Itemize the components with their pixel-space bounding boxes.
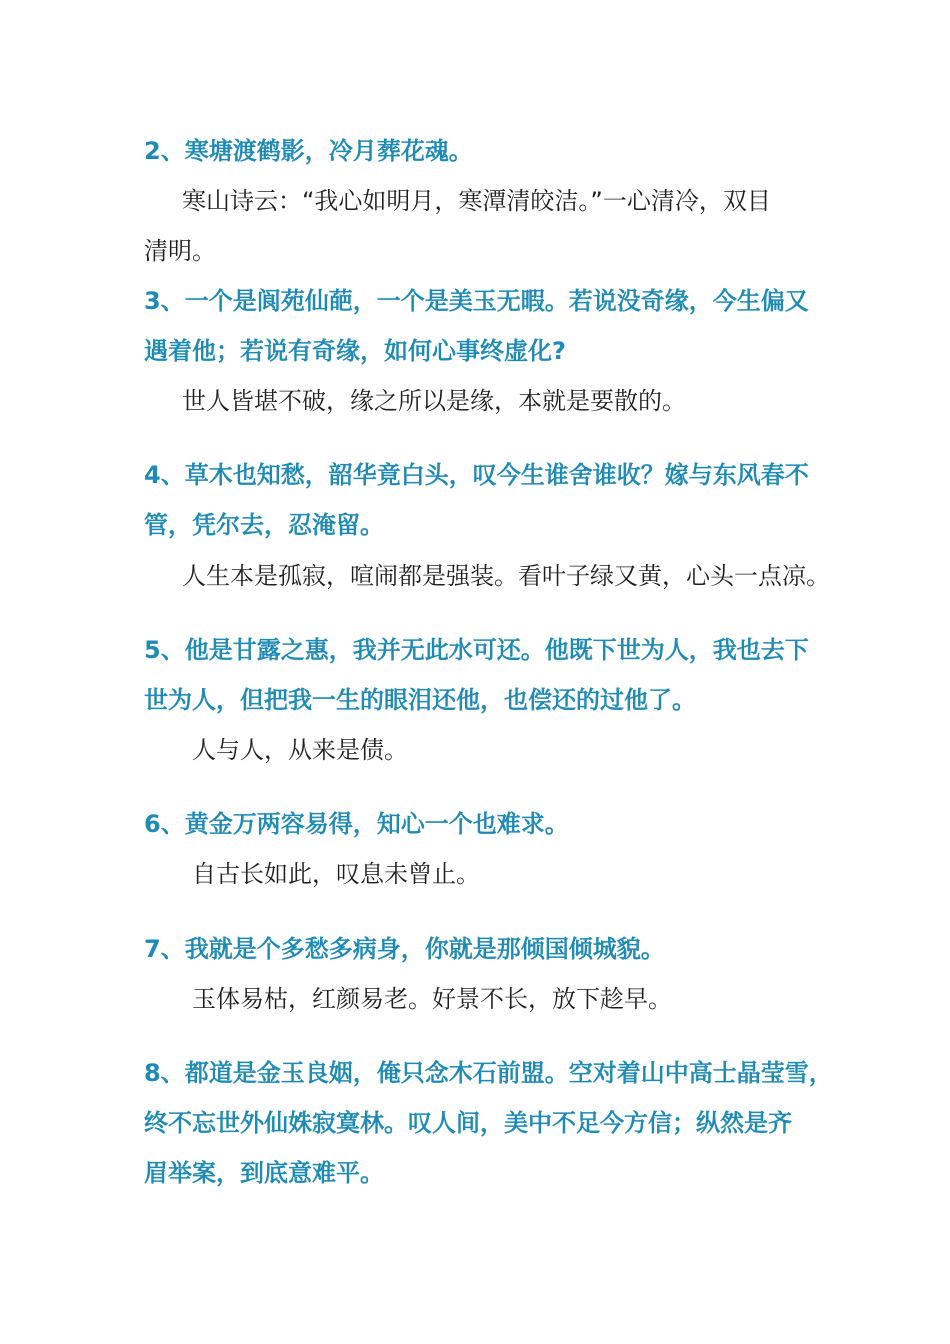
section-3-heading-line-2: 遇着他；若说有奇缘，如何心事终虚化?: [144, 337, 566, 365]
section-7-comment-line-1: 玉体易枯，红颜易老。好景不长，放下趁早。: [192, 985, 672, 1013]
section-3-heading-line-1: 3、一个是阆苑仙葩，一个是美玉无暇。若说没奇缘，今生偏又: [144, 287, 809, 315]
section-2-comment-line-2: 清明。: [144, 237, 216, 265]
section-8-heading-line-2: 终不忘世外仙姝寂寞林。叹人间，美中不足今方信；纵然是齐: [144, 1109, 792, 1137]
section-6-heading-line-1: 6、黄金万两容易得，知心一个也难求。: [144, 810, 569, 838]
section-5-heading-line-2: 世为人，但把我一生的眼泪还他，也偿还的过他了。: [144, 686, 696, 714]
section-2-comment-line-1: 寒山诗云：“我心如明月，寒潭清皎洁。”一心清冷，双目: [182, 187, 771, 215]
section-5-heading-line-1: 5、他是甘露之惠，我并无此水可还。他既下世为人，我也去下: [144, 636, 809, 664]
section-6-comment-line-1: 自古长如此，叹息未曾止。: [192, 860, 480, 888]
section-2-heading-line-1: 2、寒塘渡鹤影，冷月葬花魂。: [144, 137, 473, 165]
section-4-heading-line-2: 管，凭尔去，忍淹留。: [144, 511, 384, 539]
section-5-comment-line-1: 人与人，从来是债。: [192, 736, 408, 764]
section-8-heading-line-3: 眉举案，到底意难平。: [144, 1159, 384, 1187]
section-8-heading-line-1: 8、都道是金玉良姻，俺只念木石前盟。空对着山中高士晶莹雪，: [144, 1059, 833, 1087]
section-4-heading-line-1: 4、草木也知愁，韶华竟白头，叹今生谁舍谁收？嫁与东风春不: [144, 461, 809, 489]
section-7-heading-line-1: 7、我就是个多愁多病身，你就是那倾国倾城貌。: [144, 935, 665, 963]
section-4-comment-line-1: 人生本是孤寂，喧闹都是强装。看叶子绿又黄，心头一点凉。: [182, 562, 830, 590]
section-3-comment-line-1: 世人皆堪不破，缘之所以是缘，本就是要散的。: [182, 387, 686, 415]
